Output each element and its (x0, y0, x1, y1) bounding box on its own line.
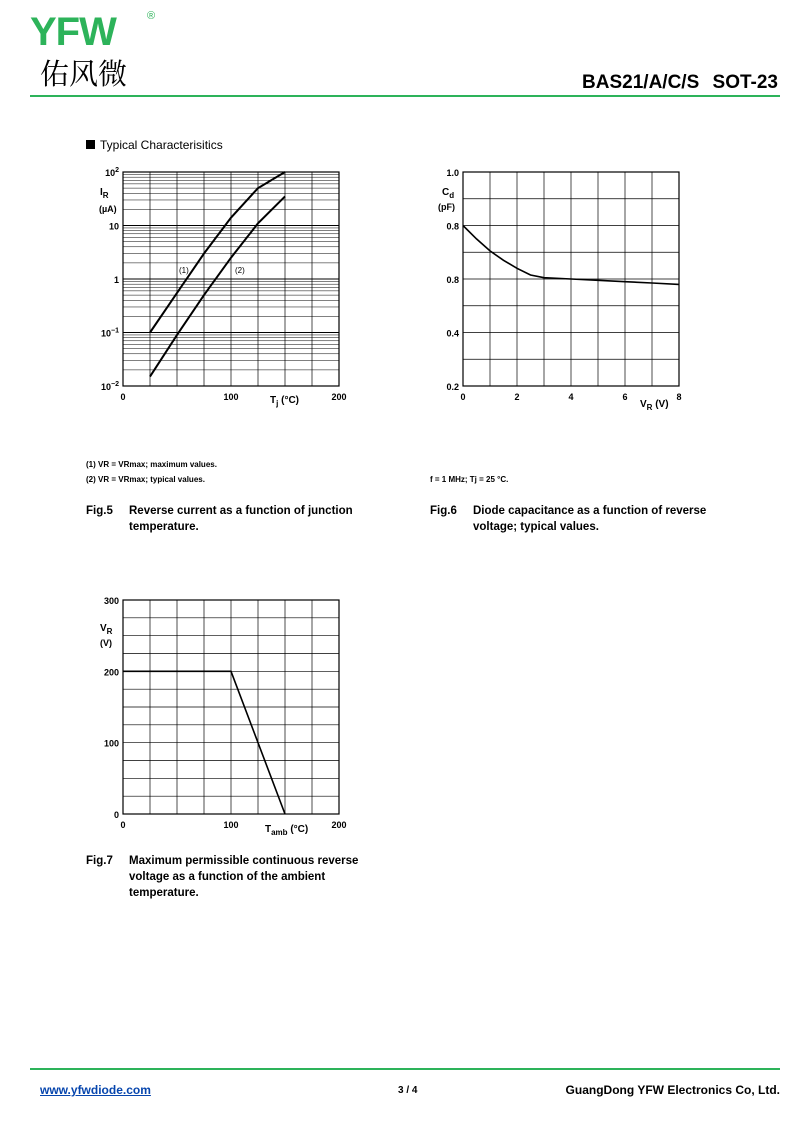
x-axis-label: $V_R$ (V) (640, 399, 669, 410)
y-tick-label: 1.0 (446, 168, 459, 178)
registered-mark: ® (147, 10, 156, 22)
logo-mark: YFW (30, 10, 116, 54)
fig6-caption-line-2: voltage; typical values. (473, 521, 599, 533)
y-tick-label: 0.8 (446, 275, 459, 285)
fig6-caption (430, 503, 750, 537)
fig5-note-2: (2) VR = VRmax; typical values. (86, 475, 205, 484)
y-tick-label: $10^{-1}$ (101, 327, 119, 339)
y-axis-label: $V_R$ (100, 623, 113, 636)
fig5-caption-line-1: Reverse current as a function of junction (129, 505, 353, 517)
y-tick-label: $10^{-2}$ (101, 381, 119, 392)
website-link[interactable]: www.yfwdiode.com (40, 1083, 151, 1097)
y-tick-label: 1 (113, 275, 119, 285)
fig7-caption-line-3: temperature. (129, 887, 199, 899)
y-tick-label: 0.8 (446, 221, 459, 232)
series-label-2: (2) (235, 266, 245, 275)
fig5-caption-line-2: temperature. (129, 521, 199, 533)
logo-chinese: 佑风微 (40, 57, 128, 91)
fig6-number: Fig.6 (430, 505, 457, 517)
series-line-1 (150, 172, 285, 333)
x-tick-label: 8 (676, 392, 682, 402)
fig7-caption-line-1: Maximum permissible continuous reverse (129, 855, 359, 867)
series-label-1: (1) (179, 266, 189, 275)
y-axis-unit: (V) (100, 638, 112, 648)
y-axis-unit: (µA) (99, 204, 117, 214)
y-tick-label: 300 (103, 596, 119, 606)
x-tick-label: 100 (223, 392, 239, 402)
x-tick-label: 2 (514, 392, 520, 402)
page-number: 3 / 4 (398, 1085, 418, 1096)
fig6-caption-line-1: Diode capacitance as a function of reverse (473, 505, 707, 517)
fig5-caption (86, 503, 386, 537)
fig5-note-1: (1) VR = VRmax; maximum values. (86, 460, 217, 469)
x-tick-label: 200 (331, 820, 347, 830)
y-tick-label: 10 (108, 221, 119, 232)
x-axis-label: $T_{amb}$ (°C) (265, 824, 309, 837)
fig7-chart (80, 588, 370, 838)
document-title: BAS21/A/C/S SOT-23 (582, 72, 778, 93)
fig6-note: f = 1 MHz; Tj = 25 °C. (430, 475, 509, 484)
x-tick-label: 200 (331, 392, 347, 402)
y-tick-label: 200 (103, 667, 119, 678)
y-tick-label: 0 (113, 810, 119, 820)
y-axis-unit: (pF) (438, 202, 455, 212)
x-tick-label: 4 (568, 392, 574, 402)
header-rule (30, 95, 780, 97)
x-tick-label: 6 (622, 392, 628, 402)
y-tick-label: 0.2 (446, 382, 459, 392)
section-title: Typical Characterisitics (100, 138, 223, 152)
x-tick-label: 100 (223, 820, 239, 830)
series-line-2 (150, 196, 285, 376)
footer-rule (30, 1068, 780, 1070)
fig7-caption (86, 853, 386, 903)
x-tick-label: 0 (460, 392, 466, 402)
y-axis-label: $C_d$ (442, 187, 455, 200)
company-name: GuangDong YFW Electronics Co, Ltd. (565, 1083, 780, 1097)
y-axis-label: $I_R$ (100, 187, 109, 200)
y-tick-label: $10^2$ (105, 167, 119, 178)
section-heading (86, 138, 223, 152)
fig7-caption-line-2: voltage as a function of the ambient (129, 871, 326, 883)
x-tick-label: 0 (120, 392, 126, 402)
y-tick-label: 100 (103, 738, 119, 749)
square-bullet-icon (86, 140, 95, 149)
fig7-number: Fig.7 (86, 855, 113, 867)
fig5-chart (80, 160, 370, 410)
fig6-chart (420, 160, 710, 410)
fig5-number: Fig.5 (86, 505, 113, 517)
y-tick-label: 0.4 (446, 328, 459, 339)
x-tick-label: 0 (120, 820, 126, 830)
x-axis-label: $T_j$ (°C) (270, 395, 300, 408)
